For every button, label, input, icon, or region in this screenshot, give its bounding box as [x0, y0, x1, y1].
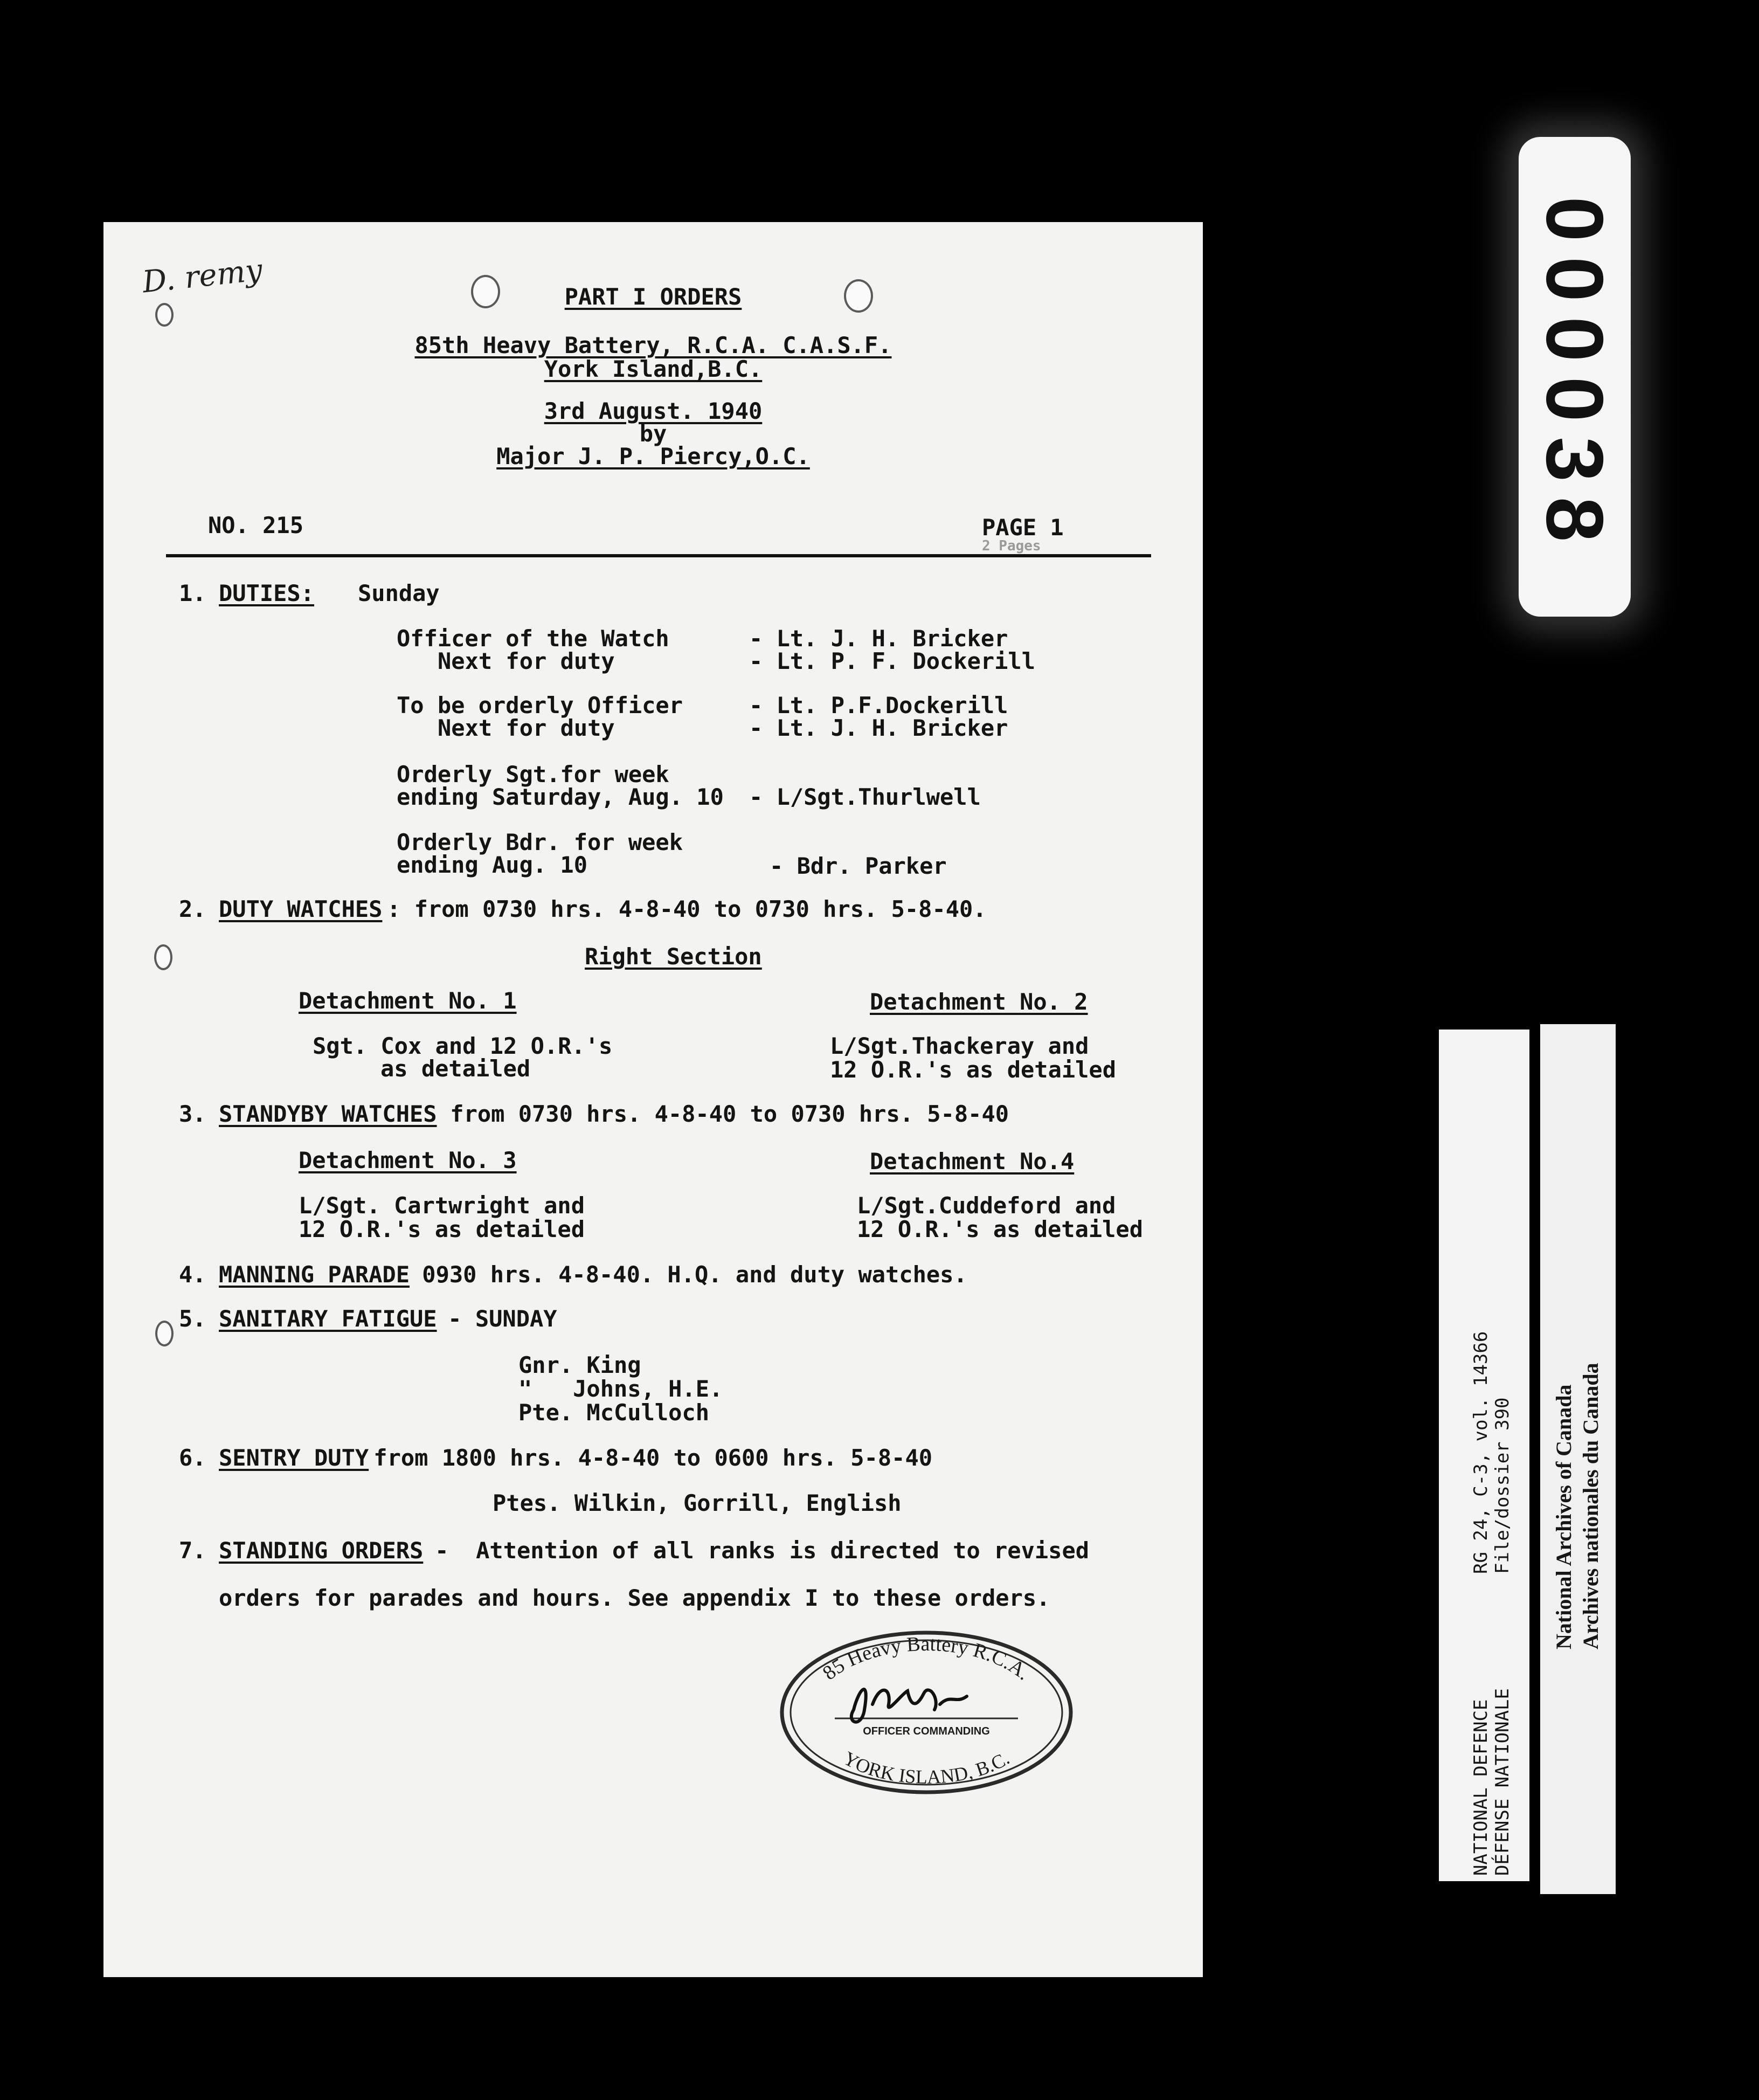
detachment-title: Detachment No.4	[870, 1148, 1075, 1175]
fatigue-name: Pte. McCulloch	[518, 1399, 710, 1426]
detachment-detail: L/Sgt.Thackeray and	[830, 1033, 1089, 1059]
item-7-number: 7.	[179, 1537, 206, 1564]
order-date: 3rd August. 1940	[544, 398, 763, 424]
national-archives-strip	[1540, 1024, 1616, 1894]
detachment-detail: L/Sgt.Cuddeford and	[857, 1192, 1116, 1219]
detachment-detail: L/Sgt. Cartwright and	[299, 1192, 585, 1219]
document-title: PART I ORDERS	[564, 284, 742, 310]
item-5-number: 5.	[179, 1305, 206, 1332]
detachment-detail: Sgt. Cox and 12 O.R.'s	[313, 1033, 613, 1059]
order-number: NO. 215	[208, 512, 304, 538]
duty-name: - Lt. P.F.Dockerill	[749, 692, 1008, 719]
stamp-bottom-text: YORK ISLAND, B.C.	[840, 1747, 1013, 1788]
manning-parade-text: 0930 hrs. 4-8-40. H.Q. and duty watches.	[408, 1261, 967, 1288]
duty-watches-label: DUTY WATCHES	[219, 896, 383, 922]
header-rule	[166, 554, 1151, 557]
archives-name-fr: Archives nationales du Canada	[1578, 1363, 1603, 1649]
stamp-middle-text: OFFICER COMMANDING	[863, 1725, 990, 1737]
detachment-title: Detachment No. 1	[299, 987, 517, 1014]
duty-watches-text: : from 0730 hrs. 4-8-40 to 0730 hrs. 5-8-40.	[387, 896, 987, 922]
svg-text:85 Heavy Battery R.C.A.	[819, 1633, 1035, 1684]
duty-role: Orderly Sgt.for week	[397, 761, 669, 788]
manning-parade-label: MANNING PARADE	[219, 1261, 410, 1288]
duty-role: ending Aug. 10	[397, 852, 588, 878]
duty-name: - Bdr. Parker	[770, 853, 947, 879]
standing-orders-label: STANDING ORDERS	[219, 1537, 424, 1564]
archive-reference: RG 24, C-3, vol. 14366	[1470, 1331, 1492, 1574]
standby-watches-text: from 0730 hrs. 4-8-40 to 0730 hrs. 5-8-40	[437, 1101, 1009, 1127]
duty-role: Next for duty	[438, 648, 615, 674]
stamp-top-text: 85 Heavy Battery R.C.A.	[818, 1633, 1035, 1685]
standing-orders-text-continued: orders for parades and hours. See appendix I to these orders.	[219, 1585, 1050, 1611]
sentry-duty-text: from 1800 hrs. 4-8-40 to 0600 hrs. 5-8-40	[360, 1445, 933, 1471]
duty-name: - Lt. J. H. Bricker	[749, 715, 1008, 741]
unit-name: 85th Heavy Battery, R.C.A. C.A.S.F.	[414, 332, 892, 358]
department-name: DÉFENSE NATIONALE	[1492, 1688, 1513, 1876]
page-count: 2 Pages	[982, 538, 1041, 554]
film-number-text: 000038	[1529, 196, 1621, 557]
sentry-duty-label: SENTRY DUTY	[219, 1445, 369, 1471]
duty-role: Officer of the Watch	[397, 625, 669, 652]
item-2-number: 2.	[179, 896, 206, 922]
duty-name: - Lt. P. F. Dockerill	[749, 648, 1036, 674]
punch-hole-margin-2	[154, 944, 172, 970]
sentry-names: Ptes. Wilkin, Gorrill, English	[493, 1490, 902, 1516]
detachment-detail: as detailed	[380, 1055, 531, 1082]
by-label: by	[639, 420, 667, 447]
department-name: NATIONAL DEFENCE	[1470, 1699, 1492, 1876]
detachment-detail: 12 O.R.'s as detailed	[857, 1216, 1144, 1242]
item-3-number: 3.	[179, 1101, 206, 1127]
archive-reference-strip	[1439, 1030, 1529, 1881]
punch-hole-margin-3	[155, 1321, 174, 1346]
svg-text:YORK ISLAND, B.C.	[840, 1747, 1013, 1787]
archives-name-en: National Archives of Canada	[1552, 1384, 1576, 1649]
standing-orders-text: - Attention of all ranks is directed to revised	[421, 1537, 1090, 1564]
item-6-number: 6.	[179, 1445, 206, 1471]
item-4-number: 4.	[179, 1261, 206, 1288]
archive-reference: File/dossier 390	[1492, 1397, 1513, 1574]
fatigue-name: Gnr. King	[518, 1352, 641, 1378]
order-author: Major J. P. Piercy,O.C.	[496, 443, 810, 469]
item-1-number: 1.	[179, 580, 206, 606]
duty-role: Orderly Bdr. for week	[397, 829, 683, 855]
duties-label: DUTIES:	[219, 580, 315, 606]
page-number: PAGE 1	[982, 514, 1064, 541]
sanitary-fatigue-label: SANITARY FATIGUE	[219, 1305, 437, 1332]
detachment-title: Detachment No. 3	[299, 1147, 517, 1173]
battery-stamp	[778, 1629, 1075, 1796]
detachment-detail: 12 O.R.'s as detailed	[299, 1216, 585, 1242]
sanitary-fatigue-text: - SUNDAY	[434, 1305, 557, 1332]
officer-signature	[851, 1689, 967, 1722]
detachment-detail: 12 O.R.'s as detailed	[830, 1056, 1117, 1083]
duty-role: To be orderly Officer	[397, 692, 683, 719]
duty-name: - Lt. J. H. Bricker	[749, 625, 1008, 652]
standby-watches-label: STANDYBY WATCHES	[219, 1101, 437, 1127]
duty-role: Next for duty	[438, 715, 615, 741]
section-title: Right Section	[585, 943, 762, 970]
fatigue-name: " Johns, H.E.	[518, 1376, 723, 1402]
duty-role: ending Saturday, Aug. 10	[397, 784, 724, 810]
duty-name: - L/Sgt.Thurlwell	[749, 784, 981, 810]
detachment-title: Detachment No. 2	[870, 989, 1088, 1015]
film-frame-number	[1519, 137, 1631, 617]
unit-location: York Island,B.C.	[544, 356, 763, 382]
handwritten-note: D. remy	[141, 252, 264, 300]
duties-day: Sunday	[358, 580, 440, 606]
